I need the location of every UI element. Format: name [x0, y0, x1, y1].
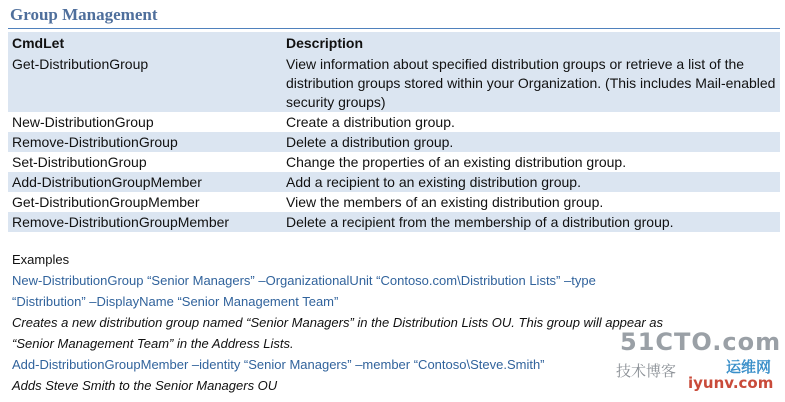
cmdlet-description: Change the properties of an existing distribution group.	[286, 154, 627, 170]
examples-label: Examples	[12, 252, 70, 267]
example-command: Add-DistributionGroupMember –identity “Senior Managers” –member “Contoso\Steve.Smith”	[12, 357, 545, 372]
table-row	[8, 112, 780, 132]
cmdlet-name: Add-DistributionGroupMember	[12, 174, 202, 190]
cmdlet-name: Remove-DistributionGroupMember	[12, 214, 230, 230]
cmdlet-name: Set-DistributionGroup	[12, 154, 147, 170]
table-row	[8, 54, 780, 112]
cmdlet-name: New-DistributionGroup	[12, 114, 154, 130]
cmdlet-description: View the members of an existing distribution group.	[286, 194, 604, 210]
cmdlet-table	[8, 32, 780, 232]
example-command-continued: “Distribution” –DisplayName “Senior Management Team”	[12, 294, 339, 309]
watermark-subtext: 技术博客	[616, 362, 677, 380]
cmdlet-description: Add a recipient to an existing distribution group.	[286, 174, 581, 190]
table-row	[8, 212, 780, 232]
watermark-url: iyunv.com	[688, 374, 774, 392]
column-header-cmdlet: CmdLet	[12, 35, 65, 51]
section-title: Group Management	[10, 5, 158, 24]
watermark-subtext-2: 运维网	[726, 358, 772, 376]
table-row	[8, 192, 780, 212]
cmdlet-description: Delete a distribution group.	[286, 134, 454, 150]
title-divider	[8, 28, 780, 29]
cmdlet-name: Get-DistributionGroupMember	[12, 194, 200, 210]
cmdlet-description: Create a distribution group.	[286, 114, 455, 130]
examples-section	[12, 249, 782, 396]
cmdlet-name: Get-DistributionGroup	[12, 56, 149, 72]
cmdlet-description: View information about specified distribution groups or retrieve a list of the distribution groups stored within your Organization. (This includes Mail-enabled security groups)	[286, 56, 776, 110]
example-description: Creates a new distribution group named “Senior Managers” in the Distribution Lists OU. This group will appear as	[12, 315, 664, 330]
cmdlet-description: Delete a recipient from the membership of a distribution group.	[286, 214, 674, 230]
example-command: New-DistributionGroup “Senior Managers” –OrganizationalUnit “Contoso.com\Distribution Lists” –type	[12, 273, 596, 288]
example-description-continued: “Senior Management Team” in the Address Lists.	[12, 336, 294, 351]
column-header-description: Description	[286, 35, 364, 51]
table-row	[8, 172, 780, 192]
example-description: Adds Steve Smith to the Senior Managers OU	[12, 378, 278, 393]
watermark-text: 51CTO.com	[620, 328, 782, 356]
cmdlet-name: Remove-DistributionGroup	[12, 134, 178, 150]
table-row	[8, 152, 780, 172]
table-header-row	[8, 32, 780, 54]
table-row	[8, 132, 780, 152]
